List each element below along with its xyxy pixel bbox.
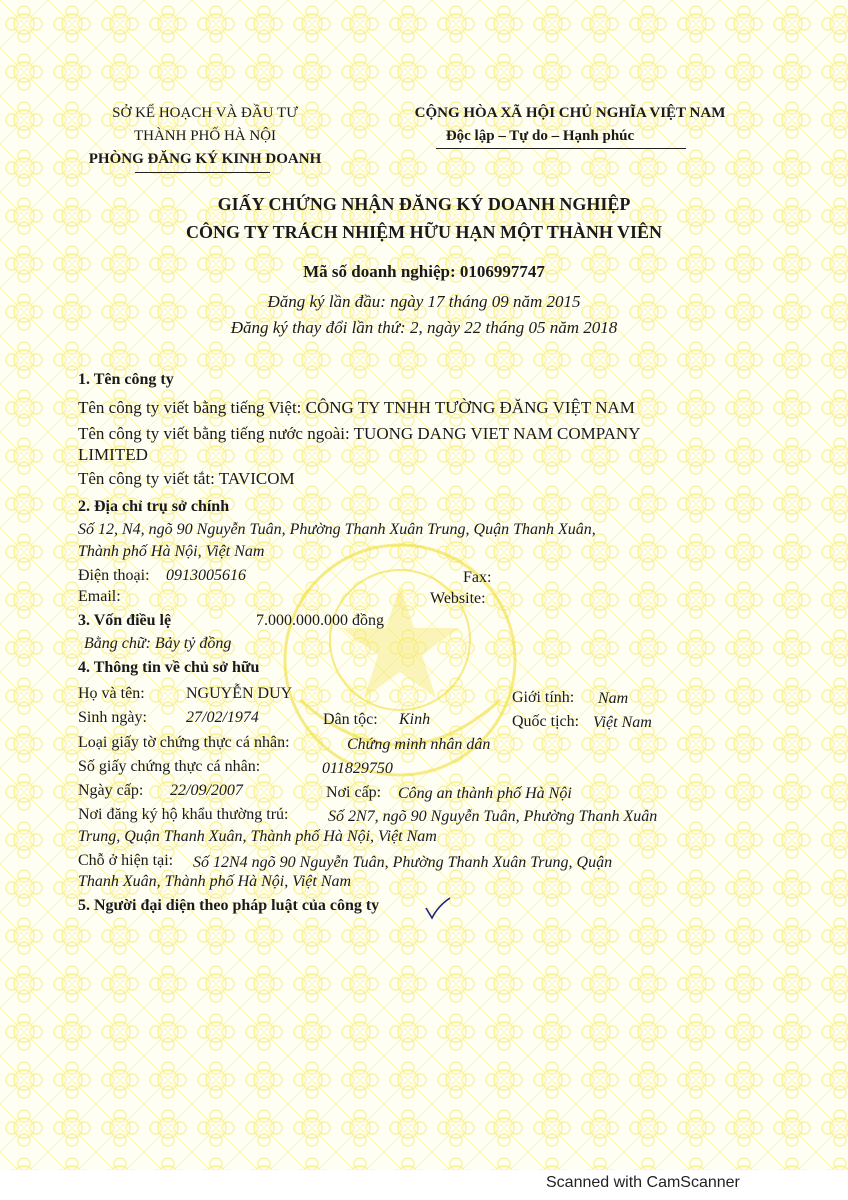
checkmark-icon: [424, 896, 452, 922]
permanent-address-line1: Số 2N7, ngõ 90 Nguyễn Tuân, Phường Thanh Xuân: [328, 808, 658, 825]
header-left-line3: PHÒNG ĐĂNG KÝ KINH DOANH: [88, 151, 322, 167]
scanner-footer: [0, 1170, 848, 1200]
issue-place-label: Nơi cấp:: [326, 784, 382, 801]
issue-date-value: 22/09/2007: [170, 782, 243, 799]
capital-amount: 7.000.000.000 đồng: [256, 612, 384, 629]
dob-value: 27/02/1974: [186, 709, 259, 726]
issue-date-label: Ngày cấp:: [78, 782, 144, 799]
registration-change: Đăng ký thay đổi lần thứ: 2, ngày 22 tháng 05 năm 2018: [230, 318, 618, 337]
address-line1: Số 12, N4, ngõ 90 Nguyễn Tuân, Phường Thanh Xuân Trung, Quận Thanh Xuân,: [78, 521, 596, 538]
title-line1: GIẤY CHỨNG NHẬN ĐĂNG KÝ DOANH NGHIỆP: [217, 194, 631, 214]
gender-value: Nam: [598, 690, 629, 707]
permanent-address-label: Nơi đăng ký hộ khẩu thường trú:: [78, 806, 289, 823]
capital-in-words: Bằng chữ: Bảy tỷ đồng: [84, 635, 232, 652]
scanner-watermark: Scanned with CamScanner: [546, 1174, 740, 1191]
address-line2: Thành phố Hà Nội, Việt Nam: [78, 543, 265, 560]
id-type-label: Loại giấy tờ chứng thực cá nhân:: [78, 734, 290, 751]
phone-label: Điện thoại:: [78, 567, 150, 584]
header-left-underline: [135, 172, 270, 173]
id-number-value: 011829750: [322, 760, 393, 777]
header-right-underline: [436, 148, 686, 149]
header-right-line1: CỘNG HÒA XÃ HỘI CHỦ NGHĨA VIỆT NAM: [414, 105, 726, 121]
owner-name-label: Họ và tên:: [78, 685, 145, 702]
company-foreign-name-1: Tên công ty viết bằng tiếng nước ngoài: TUONG DANG VIET NAM COMPANY: [78, 424, 641, 443]
header-left-line1: SỞ KẾ HOẠCH VÀ ĐẦU TƯ: [112, 105, 298, 121]
section3-heading: 3. Vốn điều lệ: [78, 612, 172, 629]
website-label: Website:: [430, 590, 486, 607]
owner-name-value: NGUYỄN DUY: [186, 685, 293, 702]
section4-heading: 4. Thông tin về chủ sở hữu: [78, 659, 260, 676]
header-left-line2: THÀNH PHỐ HÀ NỘI: [133, 128, 277, 144]
header-right-line2: Độc lập – Tự do – Hạnh phúc: [445, 128, 635, 144]
company-vn-name: Tên công ty viết bằng tiếng Việt: CÔNG TY TNHH TƯỜNG ĐĂNG VIỆT NAM: [78, 398, 635, 417]
section5-heading: 5. Người đại diện theo pháp luật của công ty: [78, 897, 380, 914]
fax-label: Fax:: [463, 569, 492, 586]
company-short-name: Tên công ty viết tắt: TAVICOM: [78, 469, 295, 488]
company-foreign-name-2: LIMITED: [78, 445, 148, 464]
current-address-label: Chỗ ở hiện tại:: [78, 852, 174, 869]
permanent-address-line2: Trung, Quận Thanh Xuân, Thành phố Hà Nội, Việt Nam: [78, 828, 437, 845]
nationality-label: Quốc tịch:: [512, 713, 580, 730]
current-address-line2: Thanh Xuân, Thành phố Hà Nội, Việt Nam: [78, 873, 352, 890]
registration-code: Mã số doanh nghiệp: 0106997747: [303, 262, 545, 281]
section2-heading: 2. Địa chỉ trụ sở chính: [78, 498, 230, 515]
phone-value: 0913005616: [166, 567, 246, 584]
id-type-value: Chứng minh nhân dân: [347, 736, 491, 753]
title-line2: CÔNG TY TRÁCH NHIỆM HỮU HẠN MỘT THÀNH VIÊN: [185, 222, 663, 242]
id-number-label: Số giấy chứng thực cá nhân:: [78, 758, 261, 775]
current-address-line1: Số 12N4 ngõ 90 Nguyễn Tuân, Phường Thanh Xuân Trung, Quận: [193, 854, 613, 871]
gender-label: Giới tính:: [512, 689, 575, 706]
nationality-value: Việt Nam: [593, 714, 652, 731]
email-label: Email:: [78, 588, 121, 605]
section1-heading: 1. Tên công ty: [78, 371, 174, 388]
issue-place-value: Công an thành phố Hà Nội: [398, 785, 572, 802]
ethnic-value: Kinh: [399, 711, 431, 728]
dob-label: Sinh ngày:: [78, 709, 147, 726]
registration-first: Đăng ký lần đầu: ngày 17 tháng 09 năm 2015: [267, 292, 581, 311]
ethnic-label: Dân tộc:: [323, 711, 378, 728]
